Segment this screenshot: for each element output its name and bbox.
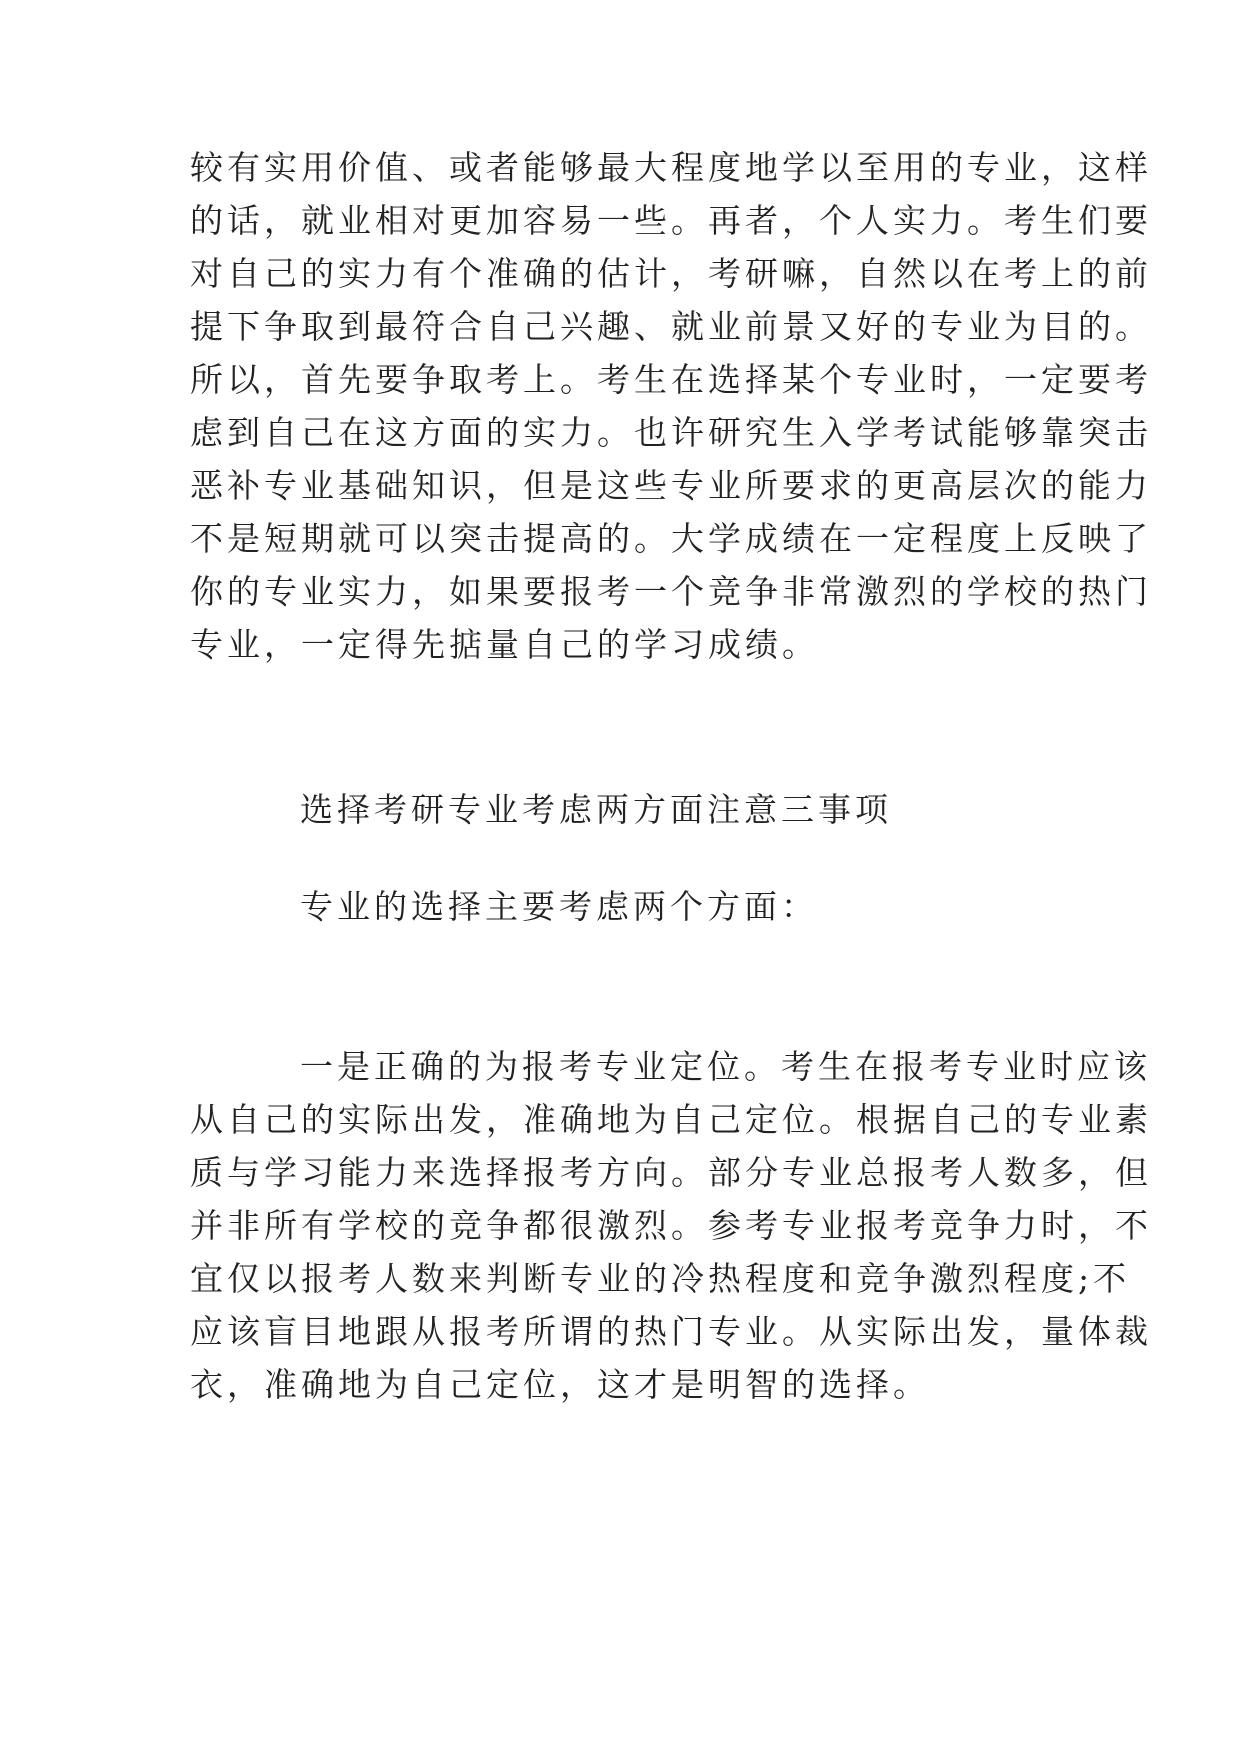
paragraph-line: 衣，准确地为自己定位，这才是明智的选择。 [190,1365,930,1404]
paragraph-line: 提下争取到最符合自己兴趣、就业前景又好的专业为目的。 [190,307,1152,346]
section-heading: 选择考研专业考虑两方面注意三事项 [300,790,892,829]
paragraph-line: 不是短期就可以突击提高的。大学成绩在一定程度上反映了 [190,519,1152,558]
paragraph-line: 虑到自己在这方面的实力。也许研究生入学考试能够靠突击 [190,413,1152,452]
paragraph-line: 并非所有学校的竞争都很激烈。参考专业报考竞争力时，不 [190,1206,1152,1245]
paragraph-line: 的话，就业相对更加容易一些。再者，个人实力。考生们要 [190,201,1152,240]
paragraph-line: 一是正确的为报考专业定位。考生在报考专业时应该 [300,1047,1151,1086]
paragraph-line: 对自己的实力有个准确的估计，考研嘛，自然以在考上的前 [190,254,1152,293]
paragraph-line: 质与学习能力来选择报考方向。部分专业总报考人数多，但 [190,1153,1152,1192]
paragraph-line: 应该盲目地跟从报考所谓的热门专业。从实际出发，量体裁 [190,1312,1152,1351]
paragraph-line: 宜仅以报考人数来判断专业的冷热程度和竞争激烈程度;不 [190,1259,1131,1298]
paragraph-line: 较有实用价值、或者能够最大程度地学以至用的专业，这样 [190,148,1152,187]
paragraph-line: 从自己的实际出发，准确地为自己定位。根据自己的专业素 [190,1100,1152,1139]
intro-line: 专业的选择主要考虑两个方面： [300,887,818,926]
paragraph-line: 所以，首先要争取考上。考生在选择某个专业时，一定要考 [190,360,1152,399]
paragraph-line: 专业，一定得先掂量自己的学习成绩。 [190,625,819,664]
paragraph-line: 恶补专业基础知识，但是这些专业所要求的更高层次的能力 [190,466,1152,505]
paragraph-line: 你的专业实力，如果要报考一个竞争非常激烈的学校的热门 [190,572,1152,611]
